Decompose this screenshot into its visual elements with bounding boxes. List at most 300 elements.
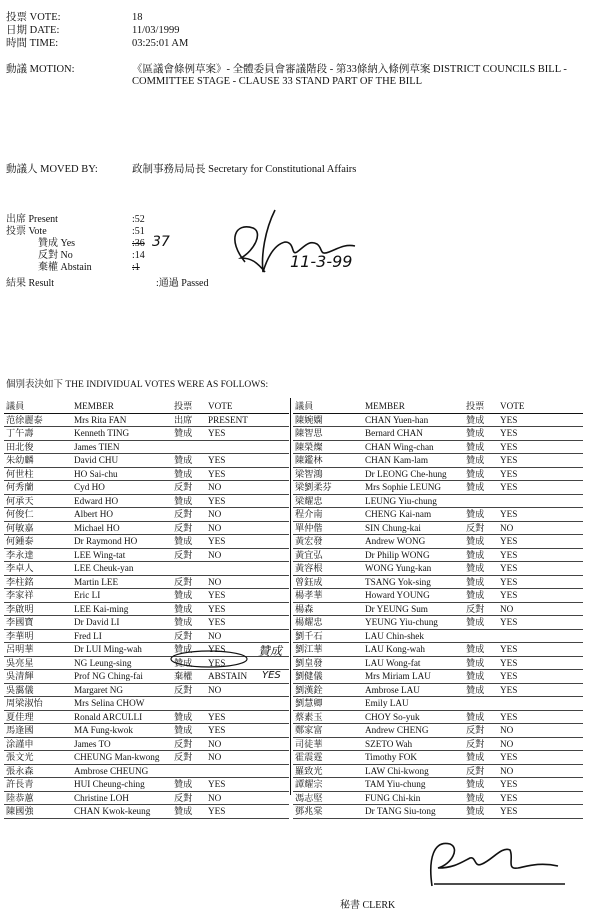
table-row <box>4 441 289 455</box>
member-name-en: CHEUNG Man-kwong <box>74 752 160 762</box>
vote-en: YES <box>500 536 518 546</box>
member-name-zh: 霍震霆 <box>295 752 323 762</box>
member-name-zh: 田北俊 <box>6 441 34 452</box>
present-value: :52 <box>132 214 145 225</box>
table-row <box>293 576 583 590</box>
table-row <box>4 778 289 792</box>
vote-zh: 反對 <box>174 684 193 695</box>
vote-en: YES <box>208 711 226 722</box>
vote-en: YES <box>500 414 518 425</box>
vote-zh: 贊成 <box>466 549 485 560</box>
vote-en: YES <box>500 617 518 627</box>
member-name-zh: 劉慧卿 <box>295 698 323 708</box>
vote-en: YES <box>500 441 518 452</box>
member-name-zh: 鄭家富 <box>295 725 323 735</box>
clerk-label: 秘書 CLERK <box>340 900 396 911</box>
table-row <box>4 684 289 698</box>
member-name-en: CHAN Wing-chan <box>365 441 434 452</box>
table-row <box>4 481 289 495</box>
vote-zh: 棄權 <box>174 671 193 681</box>
vote-zh: 贊成 <box>174 603 193 614</box>
vote-en: NO <box>500 603 514 614</box>
member-name-en: Margaret NG <box>74 684 124 695</box>
member-name-zh: 梁耀忠 <box>295 495 323 506</box>
member-name-zh: 鄧兆棠 <box>295 806 323 816</box>
member-name-en: Dr YEUNG Sum <box>365 603 428 614</box>
table-row <box>293 657 583 671</box>
vote-en: YES <box>500 482 518 492</box>
table-row <box>293 535 583 549</box>
vote-en: NO <box>208 576 222 587</box>
vote-zh: 贊成 <box>466 684 485 695</box>
vote-zh: 反對 <box>174 509 193 519</box>
table-row <box>4 522 289 536</box>
table-row <box>293 441 583 455</box>
member-name-zh: 何俊仁 <box>6 509 34 519</box>
vote-zh: 贊成 <box>174 711 193 722</box>
vote-en: YES <box>208 617 226 627</box>
vote-en: YES <box>500 806 518 816</box>
member-name-zh: 黃宏發 <box>295 536 323 546</box>
vote-zh: 贊成 <box>174 455 193 465</box>
member-name-en: LAU Chin-shek <box>365 630 424 641</box>
member-name-en: YEUNG Yiu-chung <box>365 617 438 627</box>
vote-en: NO <box>208 509 222 519</box>
member-name-en: Andrew CHENG <box>365 725 429 735</box>
member-name-zh: 曾鈺成 <box>295 576 323 587</box>
member-name-en: LEE Kai-ming <box>74 603 129 614</box>
member-name-en: LAW Chi-kwong <box>365 765 429 776</box>
member-name-zh: 丁午壽 <box>6 428 34 438</box>
vote-zh: 贊成 <box>174 644 193 654</box>
vote-en: YES <box>208 657 226 668</box>
vote-zh-header: 投票 <box>466 401 485 411</box>
vote-zh: 反對 <box>466 738 485 749</box>
yes-value: :36 <box>132 238 145 249</box>
table-row <box>293 427 583 441</box>
vote-zh: 贊成 <box>174 617 193 627</box>
member-name-zh: 李國寶 <box>6 617 34 627</box>
member-name-zh: 何鍾泰 <box>6 536 34 546</box>
member-name-zh: 單仲偕 <box>295 522 323 533</box>
vote-zh: 贊成 <box>466 752 485 762</box>
member-name-zh: 程介南 <box>295 509 323 519</box>
member-name-en: SIN Chung-kai <box>365 522 421 533</box>
vote-en: YES <box>500 644 518 654</box>
member-name-en: CHAN Yuen-han <box>365 414 429 425</box>
member-name-en: Ronald ARCULLI <box>74 711 143 722</box>
member-name-zh: 李家祥 <box>6 590 34 600</box>
present-label: 出席 Present <box>6 214 58 225</box>
table-row <box>4 751 289 765</box>
table-row <box>293 549 583 563</box>
vote-en: NO <box>500 738 514 749</box>
handwritten-yes-correction-zh: 贊成 <box>258 644 283 658</box>
table-row <box>4 630 289 644</box>
member-name-zh: 呂明華 <box>6 644 34 654</box>
member-name-en: Michael HO <box>74 522 120 533</box>
table-row <box>293 805 583 819</box>
table-row <box>4 454 289 468</box>
member-name-en: Mrs Rita FAN <box>74 414 127 425</box>
abstain-circle-mark <box>168 649 250 669</box>
vote-number-value: 18 <box>132 12 143 23</box>
yes-corrected-handwritten: 37 <box>152 234 170 250</box>
vote-zh: 贊成 <box>466 779 485 789</box>
vote-zh: 贊成 <box>174 725 193 735</box>
table-row <box>293 751 583 765</box>
vote-zh: 贊成 <box>466 468 485 479</box>
table-row <box>293 697 583 711</box>
table-row <box>4 427 289 441</box>
vote-en: YES <box>208 644 226 654</box>
member-name-zh: 羅致光 <box>295 765 323 776</box>
individual-votes-heading: 個別表決如下 THE INDIVIDUAL VOTES WERE AS FOLLOWS: <box>6 380 269 390</box>
table-row <box>4 468 289 482</box>
member-name-zh: 司徒華 <box>295 738 323 749</box>
member-name-zh: 梁智鴻 <box>295 468 323 479</box>
member-name-en: HUI Cheung-ching <box>74 779 145 789</box>
abstain-label: 棄權 Abstain <box>38 262 92 273</box>
table-row <box>4 670 289 684</box>
member-name-en: Fred LI <box>74 630 102 641</box>
table-row <box>293 711 583 725</box>
table-row <box>293 603 583 617</box>
vote-zh: 反對 <box>466 603 485 614</box>
member-name-en: Dr Philip WONG <box>365 549 430 560</box>
clerk-signature <box>410 828 570 898</box>
member-name-zh: 朱幼麟 <box>6 455 34 465</box>
vote-en: NO <box>208 738 222 749</box>
vote-en: YES <box>500 792 518 803</box>
moved-by-label: 動議人 MOVED BY: <box>6 164 98 175</box>
vote-en: YES <box>208 806 226 816</box>
vote-zh: 出席 <box>174 414 193 425</box>
member-name-zh: 楊耀忠 <box>295 617 323 627</box>
vote-zh: 贊成 <box>174 590 193 600</box>
table-row <box>293 630 583 644</box>
handwritten-date: 11-3-99 <box>290 252 353 271</box>
member-name-zh: 吳靄儀 <box>6 684 34 695</box>
table-row <box>293 495 583 509</box>
table-row <box>293 616 583 630</box>
vote-zh: 贊成 <box>466 536 485 546</box>
member-name-zh: 陳鑑林 <box>295 455 323 465</box>
table-row <box>293 765 583 779</box>
vote-zh: 贊成 <box>466 657 485 668</box>
vote-en: YES <box>500 752 518 762</box>
vote-en: YES <box>500 590 518 600</box>
table-row <box>4 549 289 563</box>
vote-zh: 贊成 <box>466 482 485 492</box>
votes-table-right <box>293 400 583 819</box>
table-row <box>4 724 289 738</box>
votes-table-left <box>4 400 289 819</box>
vote-zh: 反對 <box>174 482 193 492</box>
member-name-zh: 李啟明 <box>6 603 34 614</box>
member-name-zh: 陳國強 <box>6 806 34 816</box>
vote-zh: 贊成 <box>466 806 485 816</box>
member-name-en: Mrs Sophie LEUNG <box>365 482 442 492</box>
vote-en: ABSTAIN <box>208 671 248 681</box>
member-name-zh: 吳清輝 <box>6 671 34 681</box>
member-name-en: Kenneth TING <box>74 428 130 438</box>
member-name-en: Dr LEONG Che-hung <box>365 468 447 479</box>
table-row <box>293 454 583 468</box>
table-row <box>4 697 289 711</box>
vote-en: NO <box>208 792 222 803</box>
table-row <box>4 805 289 819</box>
member-zh-header: 議員 <box>6 401 25 411</box>
member-name-en: Dr TANG Siu-tong <box>365 806 436 816</box>
vote-en: YES <box>500 563 518 573</box>
table-row <box>293 508 583 522</box>
member-name-zh: 黃宜弘 <box>295 549 323 560</box>
vote-en: NO <box>500 522 514 533</box>
vote-zh: 贊成 <box>466 671 485 681</box>
vote-en: YES <box>500 779 518 789</box>
member-name-en: Timothy FOK <box>365 752 417 762</box>
member-name-en: Eric LI <box>74 590 101 600</box>
vote-en: NO <box>208 630 222 641</box>
vote-en: NO <box>208 752 222 762</box>
vote-en: YES <box>208 495 226 506</box>
vote-zh: 贊成 <box>466 711 485 722</box>
member-name-zh: 劉健儀 <box>295 671 323 681</box>
member-name-zh: 馮志堅 <box>295 792 323 803</box>
member-name-en: CHAN Kam-lam <box>365 455 429 465</box>
member-name-zh: 劉漢銓 <box>295 684 323 695</box>
member-name-en: CHOY So-yuk <box>365 711 420 722</box>
member-name-zh: 何世柱 <box>6 468 34 479</box>
chairman-signature <box>205 200 365 285</box>
member-name-zh: 陳榮燦 <box>295 441 323 452</box>
member-name-zh: 吳亮星 <box>6 657 34 668</box>
member-name-zh: 許長青 <box>6 779 34 789</box>
member-name-en: Mrs Selina CHOW <box>74 698 145 708</box>
table-row <box>293 414 583 428</box>
member-name-zh: 劉皇發 <box>295 657 323 668</box>
vote-zh: 反對 <box>466 725 485 735</box>
table-row <box>293 481 583 495</box>
member-name-en: HO Sai-chu <box>74 468 118 479</box>
moved-by-value: 政制事務局局長 Secretary for Constitutional Affairs <box>132 164 357 175</box>
vote-zh: 反對 <box>174 738 193 749</box>
member-name-zh: 梁劉柔芬 <box>295 482 332 492</box>
abstain-value: :1 <box>132 262 140 273</box>
vote-en: YES <box>500 549 518 560</box>
member-name-en: FUNG Chi-kin <box>365 792 421 803</box>
vote-en-header: VOTE <box>208 401 233 411</box>
vote-en: YES <box>500 711 518 722</box>
table-row <box>293 792 583 806</box>
vote-zh: 贊成 <box>466 509 485 519</box>
motion-label: 動議 MOTION: <box>6 64 75 75</box>
member-name-en: LAU Wong-fat <box>365 657 421 668</box>
member-name-en: Dr LUI Ming-wah <box>74 644 142 654</box>
table-row <box>293 643 583 657</box>
vote-en: YES <box>500 576 518 587</box>
vote-en: YES <box>208 779 226 789</box>
vote-zh: 贊成 <box>466 792 485 803</box>
vote-en: YES <box>208 536 226 546</box>
time-label: 時間 TIME: <box>6 38 59 49</box>
member-name-zh: 李永達 <box>6 549 34 560</box>
date-label: 日期 DATE: <box>6 25 60 36</box>
no-value: :14 <box>132 250 145 261</box>
vote-zh: 贊成 <box>174 536 193 546</box>
vote-count-label: 投票 Vote <box>6 226 47 237</box>
member-name-en: Edward HO <box>74 495 119 506</box>
member-name-en: WONG Yung-kan <box>365 563 432 573</box>
member-name-en: MA Fung-kwok <box>74 725 133 735</box>
member-name-en: Mrs Miriam LAU <box>365 671 431 681</box>
member-name-zh: 涂謹申 <box>6 738 34 749</box>
member-name-en: CHAN Kwok-keung <box>74 806 151 816</box>
vote-zh: 贊成 <box>466 441 485 452</box>
vote-en: YES <box>500 684 518 695</box>
vote-zh: 贊成 <box>466 455 485 465</box>
member-name-en: TAM Yiu-chung <box>365 779 426 789</box>
result-value: :通過 Passed <box>156 278 209 289</box>
table-header-right <box>293 400 583 414</box>
vote-zh: 贊成 <box>174 468 193 479</box>
member-name-en: Dr David LI <box>74 617 120 627</box>
vote-en-header: VOTE <box>500 401 525 411</box>
vote-en: YES <box>208 603 226 614</box>
result-label: 結果 Result <box>6 278 55 289</box>
table-header-left <box>4 400 289 414</box>
table-row <box>4 589 289 603</box>
table-row <box>293 778 583 792</box>
vote-en: NO <box>208 684 222 695</box>
member-name-zh: 陳婉嫻 <box>295 414 323 425</box>
member-name-en: Martin LEE <box>74 576 119 587</box>
vote-zh: 贊成 <box>174 806 193 816</box>
member-name-zh: 夏佳理 <box>6 711 34 722</box>
yes-label: 贊成 Yes <box>38 238 76 249</box>
member-name-zh: 張文光 <box>6 752 34 762</box>
member-name-en: CHENG Kai-nam <box>365 509 432 519</box>
member-name-zh: 李柱銘 <box>6 576 34 587</box>
motion-text: 《區議會條例草案》- 全體委員會審議階段 - 第33條納入條例草案 DISTRICT COUNCILS BILL - COMMITTEE STAGE - CLAUSE 33 STAND PART OF THE BILL <box>132 64 567 87</box>
vote-en: YES <box>500 657 518 668</box>
member-name-zh: 何承天 <box>6 495 34 506</box>
vote-zh: 贊成 <box>174 495 193 506</box>
vote-en: NO <box>208 522 222 533</box>
member-name-zh: 黃容根 <box>295 563 323 573</box>
vote-zh: 反對 <box>174 792 193 803</box>
member-name-zh: 陸恭蕙 <box>6 792 34 803</box>
member-name-en: LEE Cheuk-yan <box>74 563 134 573</box>
table-row <box>293 684 583 698</box>
vote-en: YES <box>500 671 518 681</box>
member-name-zh: 楊孝華 <box>295 590 323 600</box>
member-name-en: Bernard CHAN <box>365 428 423 438</box>
vote-en: YES <box>500 509 518 519</box>
member-name-en: LEE Wing-tat <box>74 549 126 560</box>
vote-en: YES <box>208 468 226 479</box>
member-name-en: Christine LOH <box>74 792 129 803</box>
vote-en: NO <box>500 725 514 735</box>
member-name-en: Cyd HO <box>74 482 105 492</box>
vote-zh: 贊成 <box>466 428 485 438</box>
no-label: 反對 No <box>38 250 73 261</box>
vote-zh: 反對 <box>466 765 485 776</box>
member-name-en: LAU Kong-wah <box>365 644 425 654</box>
vote-en: YES <box>208 428 226 438</box>
member-name-en: James TO <box>74 738 111 749</box>
member-name-zh: 張永森 <box>6 765 34 776</box>
table-row <box>293 562 583 576</box>
vote-en: NO <box>500 765 514 776</box>
vote-zh: 贊成 <box>466 576 485 587</box>
member-name-zh: 馬逢國 <box>6 725 34 735</box>
date-value: 11/03/1999 <box>132 25 180 36</box>
vote-zh: 反對 <box>174 630 193 641</box>
vote-en: YES <box>208 725 226 735</box>
vote-zh: 贊成 <box>466 563 485 573</box>
member-name-zh: 譚耀宗 <box>295 779 323 789</box>
vote-en: YES <box>500 455 518 465</box>
member-name-zh: 蔡素玉 <box>295 711 323 722</box>
member-name-en: Emily LAU <box>365 698 409 708</box>
table-row <box>4 603 289 617</box>
member-name-zh: 何秀蘭 <box>6 482 34 492</box>
member-name-en: Andrew WONG <box>365 536 426 546</box>
member-name-en: Howard YOUNG <box>365 590 430 600</box>
vote-en: YES <box>500 428 518 438</box>
vote-en: PRESENT <box>208 414 248 425</box>
member-name-en: Ambrose LAU <box>365 684 420 695</box>
vote-zh: 反對 <box>174 549 193 560</box>
vote-zh: 反對 <box>174 522 193 533</box>
member-name-zh: 劉千石 <box>295 630 323 641</box>
time-value: 03:25:01 AM <box>132 38 189 49</box>
table-row <box>4 765 289 779</box>
member-zh-header: 議員 <box>295 401 314 411</box>
member-name-zh: 楊森 <box>295 603 314 614</box>
table-row <box>4 508 289 522</box>
vote-zh-header: 投票 <box>174 401 193 411</box>
table-row <box>4 535 289 549</box>
vote-en: YES <box>500 468 518 479</box>
member-name-en: Albert HO <box>74 509 114 519</box>
member-name-en: NG Leung-sing <box>74 657 132 668</box>
vote-en: YES <box>208 590 226 600</box>
vote-zh: 贊成 <box>466 644 485 654</box>
vote-zh: 反對 <box>466 522 485 533</box>
table-row <box>4 616 289 630</box>
member-name-en: David CHU <box>74 455 119 465</box>
table-row <box>293 468 583 482</box>
member-name-zh: 陳智思 <box>295 428 323 438</box>
vote-zh: 贊成 <box>466 590 485 600</box>
member-name-en: Dr Raymond HO <box>74 536 138 546</box>
table-row <box>4 711 289 725</box>
vote-zh: 贊成 <box>174 428 193 438</box>
vote-zh: 贊成 <box>466 414 485 425</box>
table-row <box>293 724 583 738</box>
vote-zh: 贊成 <box>466 617 485 627</box>
table-row <box>4 495 289 509</box>
vote-number-label: 投票 VOTE: <box>6 12 61 23</box>
member-name-zh: 周梁淑怡 <box>6 698 43 708</box>
vote-zh: 贊成 <box>174 779 193 789</box>
table-row <box>293 670 583 684</box>
member-name-zh: 何敏嘉 <box>6 522 34 533</box>
table-row <box>4 576 289 590</box>
